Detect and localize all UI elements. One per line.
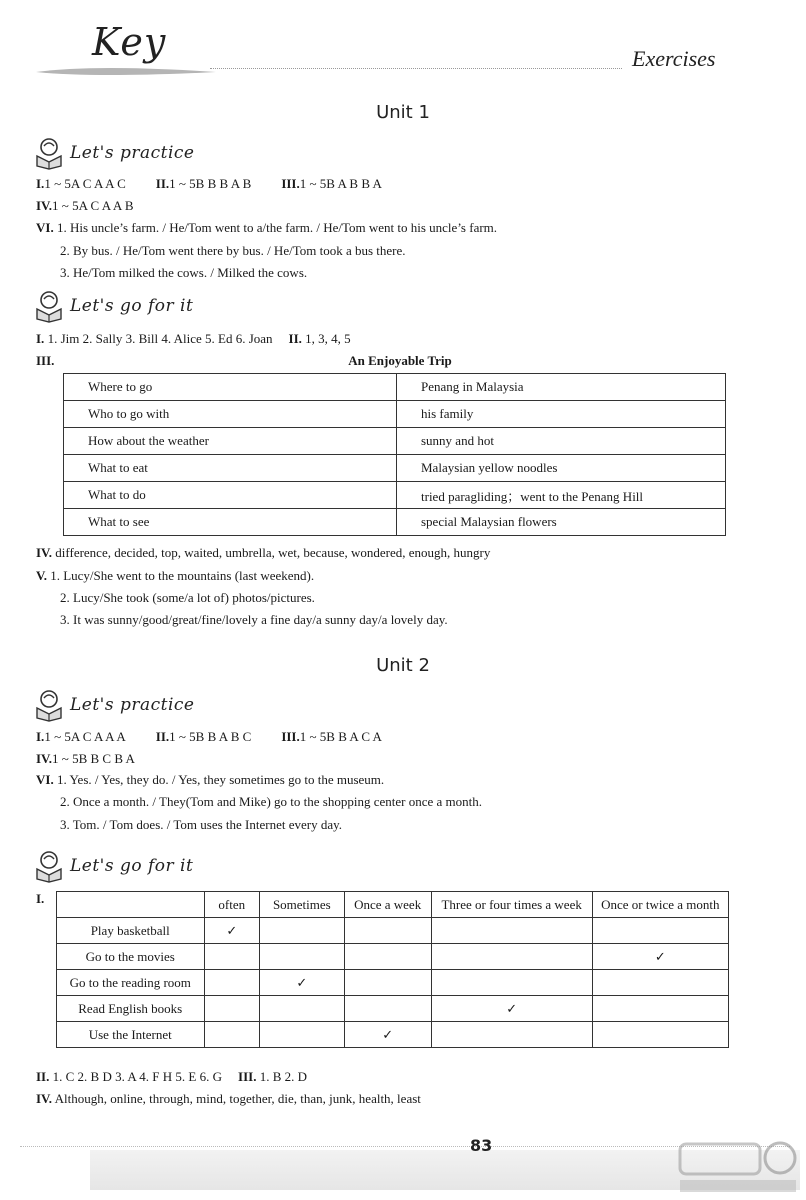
answer-text: 1. Yes. / Yes, they do. / Yes, they sometimes go to the museum. — [56, 772, 385, 787]
frequency-table-row — [57, 1022, 729, 1048]
check-mark-cell: ✓ — [260, 970, 345, 996]
unit2-goforit-i-label: I. — [36, 891, 45, 906]
item-label: II. — [155, 176, 170, 191]
item-label: III. — [281, 729, 300, 744]
page-number: 83 — [470, 1136, 493, 1155]
book-reading-icon — [34, 849, 64, 883]
check-mark-cell — [592, 996, 728, 1022]
unit2-goforit-heading — [34, 849, 193, 883]
unit2-practice-vi-3: 3. Tom. / Tom does. / Tom uses the Internet every day. — [60, 817, 343, 832]
book-reading-icon — [34, 289, 64, 323]
trip-table-answer: Malaysian yellow noodles — [397, 455, 726, 482]
item-label: IV. — [36, 751, 53, 766]
check-mark-cell: ✓ — [431, 996, 592, 1022]
item-label: IV. — [36, 545, 53, 560]
check-mark-cell — [204, 996, 260, 1022]
item-label: II. — [288, 331, 302, 346]
check-mark-cell — [344, 944, 431, 970]
trip-table-answer: his family — [397, 401, 726, 428]
item-label: IV. — [36, 1091, 53, 1106]
header-swoosh-decoration — [36, 66, 216, 78]
trip-table-question: What to eat — [64, 455, 397, 482]
check-mark-cell: ✓ — [592, 944, 728, 970]
trip-table-title: An Enjoyable Trip — [348, 353, 452, 368]
section-label: Let's go for it — [70, 296, 194, 316]
trip-table-answer: sunny and hot — [397, 428, 726, 455]
trip-table — [63, 373, 726, 536]
trip-table-row — [64, 509, 726, 536]
check-mark-cell — [260, 1022, 345, 1048]
trip-table-row — [64, 428, 726, 455]
book-reading-icon — [34, 136, 64, 170]
item-label: I. — [36, 331, 45, 346]
unit2-goforit-row-ii-iii — [36, 1069, 307, 1085]
unit2-goforit-iv — [36, 1091, 421, 1107]
trip-table-question: What to see — [64, 509, 397, 536]
trip-table-row — [64, 482, 726, 509]
answer-text: 1 ~ 5B B B A B — [169, 176, 252, 191]
check-mark-cell — [260, 996, 345, 1022]
unit1-practice-row1 — [36, 176, 382, 192]
check-mark-cell — [431, 1022, 592, 1048]
unit1-goforit-row1 — [36, 331, 351, 347]
answer-text: 1. His uncle’s farm. / He/Tom went to a/the farm. / He/Tom went to his uncle’s farm. — [56, 220, 498, 235]
answer-text: 1 ~ 5B B C B A — [52, 751, 135, 766]
item-label: III. — [281, 176, 300, 191]
activity-label: Read English books — [57, 996, 205, 1022]
answer-text: 1 ~ 5B A B B A — [299, 176, 382, 191]
answer-text: 1. C 2. B D 3. A 4. F H 5. E 6. G — [52, 1069, 223, 1084]
frequency-table-row — [57, 996, 729, 1022]
answer-text: 1 ~ 5A C A A B — [52, 198, 134, 213]
frequency-table-header: Sometimes — [260, 892, 345, 918]
frequency-table-header: Once or twice a month — [592, 892, 728, 918]
trip-table-row — [64, 455, 726, 482]
frequency-table-header: Three or four times a week — [431, 892, 592, 918]
unit1-goforit-v-2: 2. Lucy/She took (some/a lot of) photos/pictures. — [60, 590, 315, 605]
answer-text: 1 ~ 5A C A A A — [44, 729, 126, 744]
frequency-table-header: often — [204, 892, 260, 918]
unit1-practice-heading — [34, 136, 195, 170]
watermark-logo — [676, 1136, 800, 1196]
answer-text: 1 ~ 5A C A A C — [44, 176, 126, 191]
check-mark-cell — [431, 918, 592, 944]
unit1-title: Unit 1 — [376, 102, 430, 123]
answer-text: difference, decided, top, waited, umbrella, wet, because, wondered, enough, hungry — [55, 545, 491, 560]
item-label: VI. — [36, 220, 54, 235]
activity-label: Go to the reading room — [57, 970, 205, 996]
item-label: I. — [36, 176, 45, 191]
item-label: II. — [36, 1069, 50, 1084]
unit1-practice-vi-3: 3. He/Tom milked the cows. / Milked the cows. — [60, 265, 308, 280]
unit1-practice-row2 — [36, 198, 133, 214]
unit1-practice-vi-2: 2. By bus. / He/Tom went there by bus. / He/Tom took a bus there. — [60, 243, 406, 258]
trip-table-question: How about the weather — [64, 428, 397, 455]
trip-table-row — [64, 401, 726, 428]
check-mark-cell — [592, 1022, 728, 1048]
check-mark-cell — [431, 944, 592, 970]
trip-table-question: Where to go — [64, 374, 397, 401]
check-mark-cell — [344, 918, 431, 944]
trip-table-question: What to do — [64, 482, 397, 509]
unit1-goforit-v-1 — [36, 568, 314, 584]
item-label: I. — [36, 729, 45, 744]
check-mark-cell: ✓ — [344, 1022, 431, 1048]
unit2-practice-vi-2: 2. Once a month. / They(Tom and Mike) go to the shopping center once a month. — [60, 794, 482, 809]
trip-table-answer: Penang in Malaysia — [397, 374, 726, 401]
header-title: Key — [92, 20, 167, 64]
check-mark-cell — [204, 970, 260, 996]
section-label: Let's go for it — [70, 856, 194, 876]
unit1-practice-vi-1 — [36, 220, 497, 236]
unit1-goforit-heading — [34, 289, 193, 323]
trip-table-answer: special Malaysian flowers — [397, 509, 726, 536]
trip-table-question: Who to go with — [64, 401, 397, 428]
unit2-practice-heading — [34, 688, 195, 722]
check-mark-cell — [344, 970, 431, 996]
item-label: VI. — [36, 772, 54, 787]
unit2-practice-row2 — [36, 751, 135, 767]
book-reading-icon — [34, 688, 64, 722]
frequency-table-header: Once a week — [344, 892, 431, 918]
section-label: Let's practice — [70, 143, 195, 163]
item-label: III. — [238, 1069, 257, 1084]
answer-text: 1. Jim 2. Sally 3. Bill 4. Alice 5. Ed 6. Joan — [47, 331, 273, 346]
section-label: Let's practice — [70, 695, 195, 715]
frequency-table-row — [57, 970, 729, 996]
trip-table-answer: tried paragliding；went to the Penang Hill — [397, 482, 726, 509]
header-dotted-rule — [210, 68, 622, 69]
frequency-table-header — [57, 892, 205, 918]
header-section-name: Exercises — [632, 46, 716, 71]
check-mark-cell — [260, 918, 345, 944]
item-label: II. — [155, 729, 170, 744]
activity-label: Play basketball — [57, 918, 205, 944]
check-mark-cell — [431, 970, 592, 996]
answer-text: 1, 3, 4, 5 — [305, 331, 351, 346]
item-label: IV. — [36, 198, 53, 213]
check-mark-cell — [204, 944, 260, 970]
check-mark-cell — [204, 1022, 260, 1048]
check-mark-cell — [592, 970, 728, 996]
check-mark-cell — [260, 944, 345, 970]
footer-dotted-rule — [20, 1146, 790, 1147]
check-mark-cell — [344, 996, 431, 1022]
unit1-goforit-v-3: 3. It was sunny/good/great/fine/lovely a fine day/a sunny day/a lovely day. — [60, 612, 448, 627]
frequency-table-row — [57, 944, 729, 970]
unit1-goforit-iii-label: III. — [36, 353, 55, 368]
trip-table-row — [64, 374, 726, 401]
answer-text: 1 ~ 5B B A B C — [169, 729, 252, 744]
activity-label: Use the Internet — [57, 1022, 205, 1048]
item-label: V. — [36, 568, 47, 583]
activity-label: Go to the movies — [57, 944, 205, 970]
check-mark-cell — [592, 918, 728, 944]
answer-text: Although, online, through, mind, together, die, than, junk, health, least — [54, 1091, 421, 1106]
unit2-practice-vi-1 — [36, 772, 384, 788]
unit2-practice-row1 — [36, 729, 382, 745]
unit1-goforit-iv — [36, 545, 490, 561]
frequency-table — [56, 891, 729, 1048]
answer-text: 1 ~ 5B B A C A — [299, 729, 382, 744]
check-mark-cell: ✓ — [204, 918, 260, 944]
unit2-title: Unit 2 — [376, 655, 430, 676]
frequency-table-row — [57, 918, 729, 944]
answer-text: 1. B 2. D — [259, 1069, 308, 1084]
answer-text: 1. Lucy/She went to the mountains (last weekend). — [50, 568, 315, 583]
